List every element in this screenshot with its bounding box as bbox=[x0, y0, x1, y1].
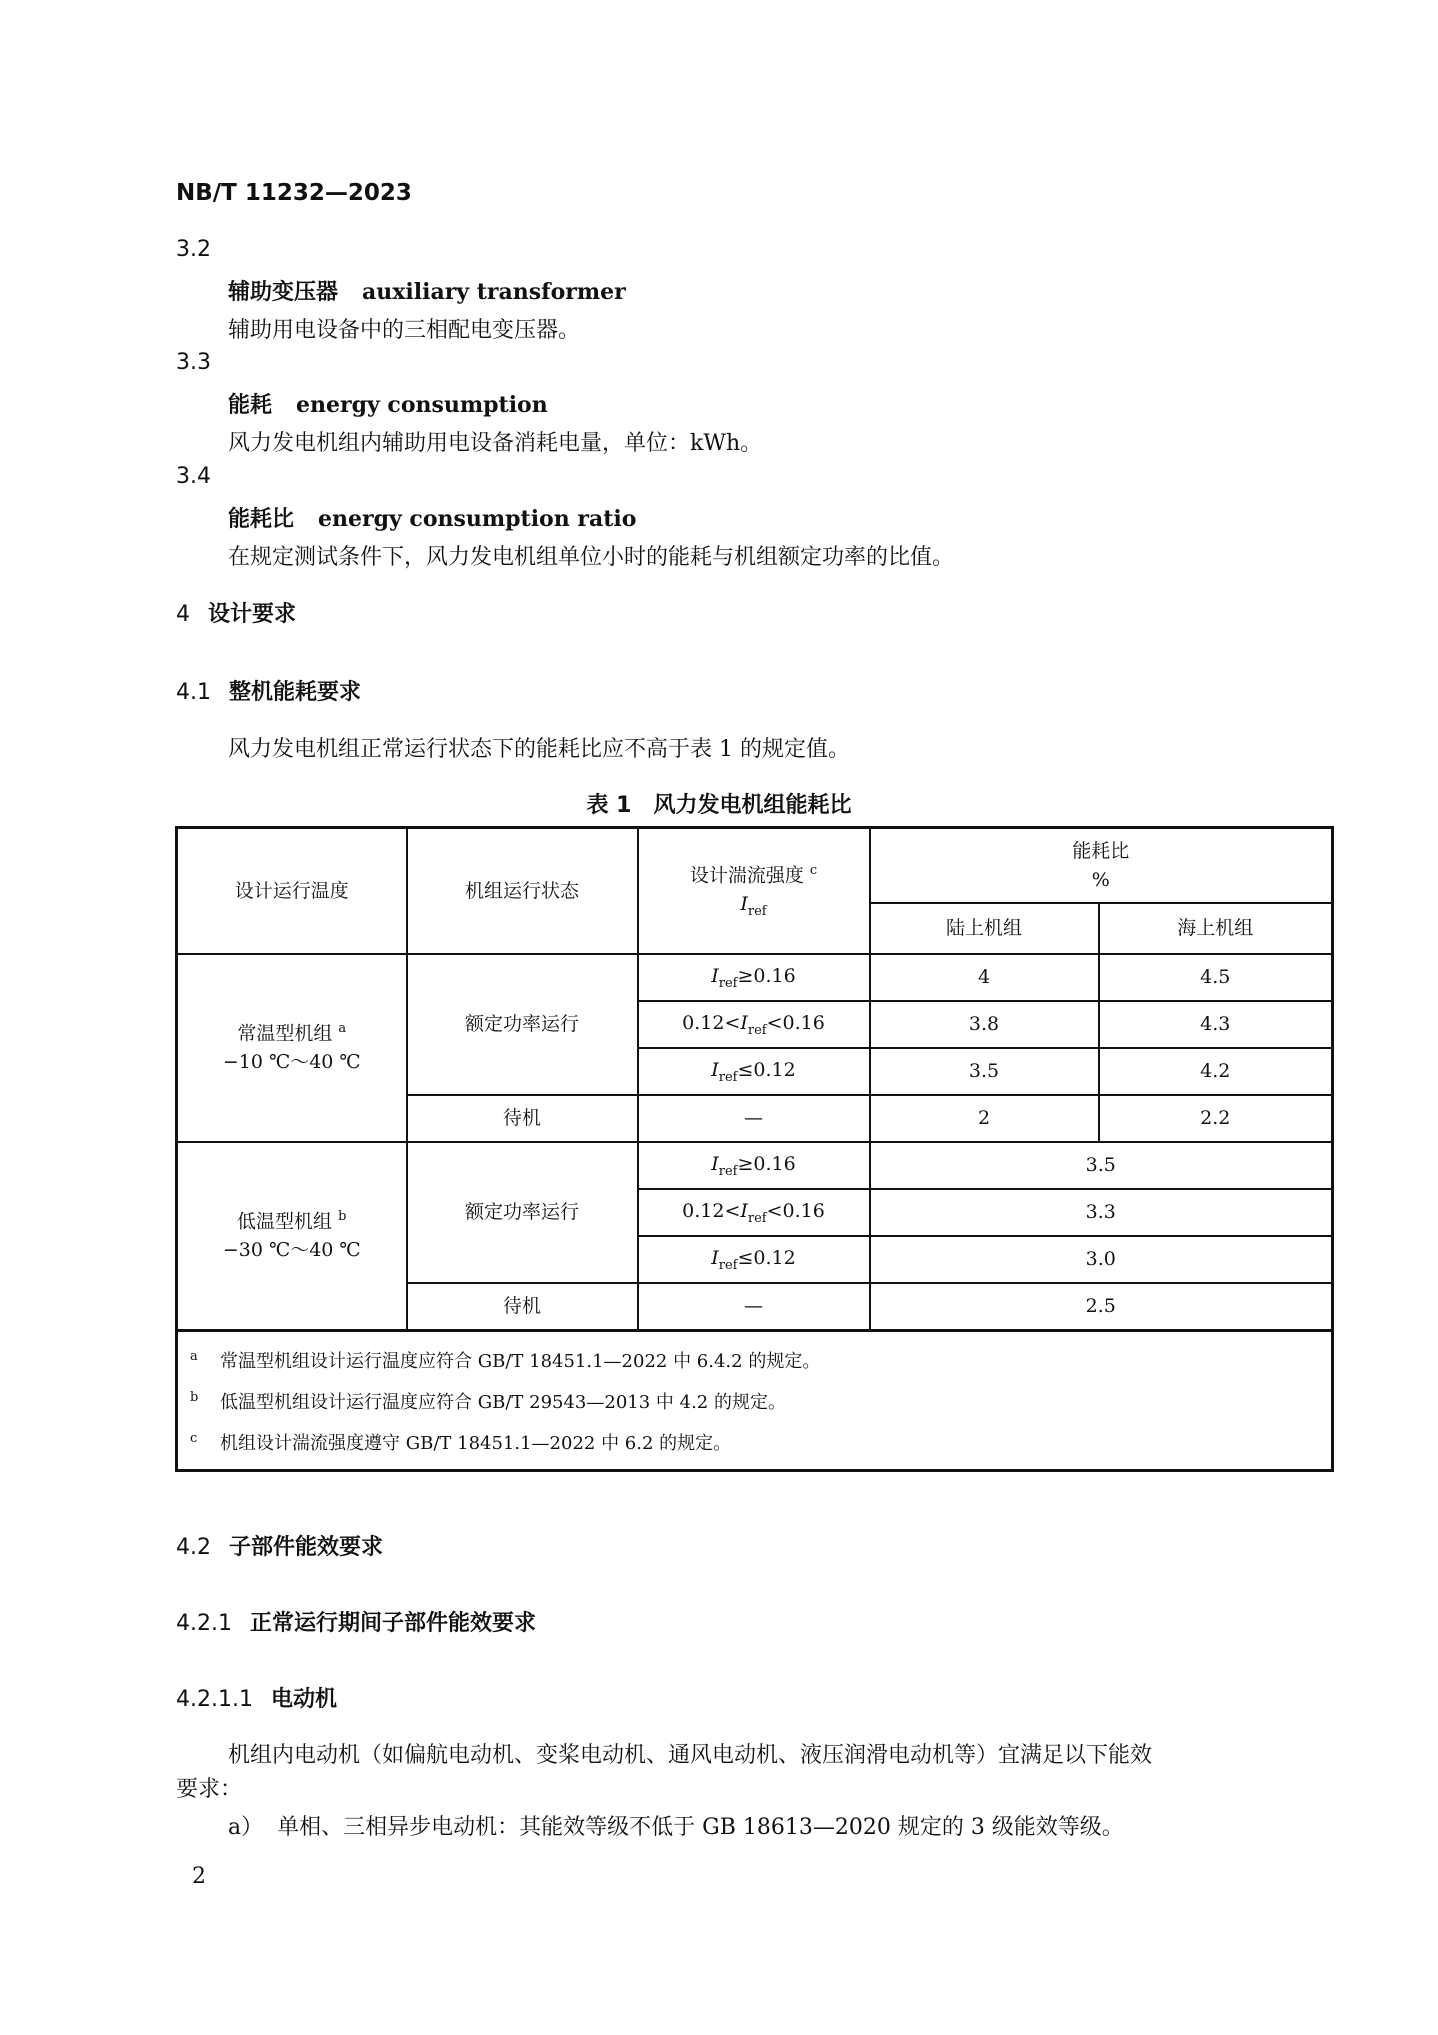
turb-sub: ref bbox=[747, 1210, 767, 1226]
header-turbulence-sub: ref bbox=[747, 903, 767, 919]
normal-rated-state: 额定功率运行 bbox=[407, 954, 638, 1095]
low-temp-label: 低温型机组 bbox=[237, 1210, 333, 1233]
turb-symbol: I bbox=[740, 1011, 748, 1034]
turb-post: ≥0.16 bbox=[737, 964, 796, 987]
section-4-heading bbox=[176, 597, 296, 628]
term-3-2-en: auxiliary transformer bbox=[362, 279, 626, 305]
normal-temp-label: 常温型机组 bbox=[237, 1022, 333, 1045]
normal-temp-range: −10 ℃～40 ℃ bbox=[222, 1051, 361, 1074]
turbulence-cell bbox=[638, 1189, 870, 1236]
term-3-2-number: 3.2 bbox=[176, 237, 211, 262]
turb-sub: ref bbox=[718, 1069, 738, 1085]
section-4-2-1-heading bbox=[176, 1606, 536, 1637]
turb-pre: 0.12< bbox=[682, 1199, 741, 1222]
turb-post: ≤0.12 bbox=[737, 1058, 796, 1081]
turb-symbol: I bbox=[711, 1058, 719, 1081]
turb-sub: ref bbox=[718, 1163, 738, 1179]
normal-temp-group bbox=[177, 954, 407, 1142]
table-1 bbox=[175, 826, 1334, 1472]
header-offshore: 海上机组 bbox=[1099, 903, 1333, 954]
header-operating-state: 机组运行状态 bbox=[407, 828, 638, 955]
standby-turbulence: — bbox=[638, 1095, 870, 1142]
normal-standby-state: 待机 bbox=[407, 1095, 638, 1142]
term-3-2-zh: 辅助变压器 bbox=[228, 279, 339, 305]
term-3-3-zh: 能耗 bbox=[228, 392, 273, 418]
section-4-title: 设计要求 bbox=[208, 602, 297, 627]
low-temp-group bbox=[177, 1142, 407, 1331]
section-4-2-1-1-title: 电动机 bbox=[270, 1687, 337, 1712]
section-4-number: 4 bbox=[176, 602, 190, 627]
table-note bbox=[190, 1339, 1319, 1380]
section-4-1-heading bbox=[176, 675, 361, 706]
list-item-a-text: 单相、三相异步电动机：其能效等级不低于 GB 18613—2020 规定的 3 级能效等级。 bbox=[277, 1815, 1124, 1840]
low-temp-mark: b bbox=[338, 1209, 347, 1225]
note-text: 低温型机组设计运行温度应符合 GB/T 29543—2013 中 4.2 的规定。 bbox=[220, 1392, 786, 1413]
turb-post: <0.16 bbox=[766, 1199, 825, 1222]
header-energy-ratio-unit: % bbox=[1091, 868, 1110, 891]
onshore-value: 3.5 bbox=[870, 1048, 1099, 1095]
turb-sub: ref bbox=[747, 1022, 767, 1038]
standard-number: NB/T 11232—2023 bbox=[176, 180, 412, 206]
header-onshore: 陆上机组 bbox=[870, 903, 1099, 954]
turb-symbol: I bbox=[740, 1199, 748, 1222]
section-4-2-1-1-number: 4.2.1.1 bbox=[176, 1687, 253, 1712]
section-4-1-title: 整机能耗要求 bbox=[229, 680, 362, 705]
onshore-value: 3.8 bbox=[870, 1001, 1099, 1048]
header-turbulence-symbol: I bbox=[740, 892, 748, 915]
term-3-2-definition: 辅助用电设备中的三相配电变压器。 bbox=[228, 318, 581, 343]
table-row bbox=[177, 1142, 1333, 1189]
turbulence-cell bbox=[638, 1048, 870, 1095]
turb-post: <0.16 bbox=[766, 1011, 825, 1034]
offshore-value: 4.3 bbox=[1099, 1001, 1333, 1048]
term-3-3-en: energy consumption bbox=[296, 392, 548, 418]
section-4-2-1-number: 4.2.1 bbox=[176, 1611, 232, 1636]
section-4-1-body: 风力发电机组正常运行状态下的能耗比应不高于表 1 的规定值。 bbox=[228, 737, 850, 762]
section-4-2-1-1-body-line2: 要求： bbox=[176, 1777, 243, 1802]
table-note bbox=[190, 1421, 1319, 1462]
section-4-2-1-1-heading bbox=[176, 1682, 337, 1713]
turb-post: ≤0.12 bbox=[737, 1246, 796, 1269]
table-note bbox=[190, 1380, 1319, 1421]
header-energy-ratio-label: 能耗比 bbox=[1072, 840, 1130, 862]
ratio-value: 3.3 bbox=[870, 1189, 1333, 1236]
list-item-a bbox=[228, 1810, 1124, 1841]
term-3-4-definition: 在规定测试条件下，风力发电机组单位小时的能耗与机组额定功率的比值。 bbox=[228, 545, 955, 570]
turbulence-cell bbox=[638, 954, 870, 1001]
section-4-2-number: 4.2 bbox=[176, 1535, 211, 1560]
section-4-2-title: 子部件能效要求 bbox=[229, 1535, 384, 1560]
term-3-3-title bbox=[228, 388, 548, 419]
turb-symbol: I bbox=[711, 1152, 719, 1175]
section-4-2-heading bbox=[176, 1530, 383, 1561]
section-4-1-number: 4.1 bbox=[176, 680, 211, 705]
header-design-temp: 设计运行温度 bbox=[177, 828, 407, 955]
onshore-value: 2 bbox=[870, 1095, 1099, 1142]
header-turbulence-mark: c bbox=[809, 862, 818, 878]
term-3-4-zh: 能耗比 bbox=[228, 506, 295, 532]
offshore-value: 2.2 bbox=[1099, 1095, 1333, 1142]
header-energy-ratio bbox=[870, 828, 1333, 904]
turbulence-cell bbox=[638, 1142, 870, 1189]
normal-temp-mark: a bbox=[338, 1021, 347, 1037]
page-number: 2 bbox=[192, 1864, 206, 1889]
term-3-4-en: energy consumption ratio bbox=[318, 506, 637, 532]
low-standby-state: 待机 bbox=[407, 1283, 638, 1331]
table-1-title: 风力发电机组能耗比 bbox=[653, 793, 852, 818]
term-3-3-definition: 风力发电机组内辅助用电设备消耗电量，单位：kWh。 bbox=[228, 431, 763, 456]
turb-sub: ref bbox=[718, 1257, 738, 1273]
turb-pre: 0.12< bbox=[682, 1011, 741, 1034]
table-1-caption bbox=[0, 788, 1438, 819]
list-item-a-label: a） bbox=[228, 1815, 264, 1840]
term-3-4-title bbox=[228, 502, 636, 533]
turb-post: ≥0.16 bbox=[737, 1152, 796, 1175]
low-rated-state: 额定功率运行 bbox=[407, 1142, 638, 1283]
table-notes bbox=[177, 1331, 1333, 1471]
ratio-value: 3.0 bbox=[870, 1236, 1333, 1283]
turbulence-cell bbox=[638, 1236, 870, 1283]
offshore-value: 4.5 bbox=[1099, 954, 1333, 1001]
turb-symbol: I bbox=[711, 964, 719, 987]
table-header-row bbox=[177, 828, 1333, 904]
standby-turbulence: — bbox=[638, 1283, 870, 1331]
turbulence-cell bbox=[638, 1001, 870, 1048]
note-mark: b bbox=[190, 1390, 199, 1405]
note-mark: a bbox=[190, 1349, 198, 1364]
ratio-value: 3.5 bbox=[870, 1142, 1333, 1189]
section-4-2-1-title: 正常运行期间子部件能效要求 bbox=[249, 1611, 536, 1636]
note-text: 机组设计湍流强度遵守 GB/T 18451.1—2022 中 6.2 的规定。 bbox=[220, 1433, 732, 1454]
offshore-value: 4.2 bbox=[1099, 1048, 1333, 1095]
ratio-value: 2.5 bbox=[870, 1283, 1333, 1331]
note-mark: c bbox=[190, 1431, 198, 1446]
term-3-3-number: 3.3 bbox=[176, 350, 211, 375]
table-row bbox=[177, 954, 1333, 1001]
low-temp-range: −30 ℃～40 ℃ bbox=[222, 1239, 361, 1262]
section-4-2-1-1-body-line1: 机组内电动机（如偏航电动机、变桨电动机、通风电动机、液压润滑电动机等）宜满足以下能效 bbox=[228, 1743, 1153, 1768]
note-text: 常温型机组设计运行温度应符合 GB/T 18451.1—2022 中 6.4.2 的规定。 bbox=[220, 1351, 821, 1372]
header-turbulence bbox=[638, 828, 870, 955]
table-1-number: 表 1 bbox=[586, 793, 632, 818]
table-notes-row bbox=[177, 1331, 1333, 1471]
turb-sub: ref bbox=[718, 975, 738, 991]
turb-symbol: I bbox=[711, 1246, 719, 1269]
term-3-4-number: 3.4 bbox=[176, 464, 211, 489]
onshore-value: 4 bbox=[870, 954, 1099, 1001]
header-turbulence-label: 设计湍流强度 bbox=[689, 864, 804, 887]
term-3-2-title bbox=[228, 275, 626, 306]
